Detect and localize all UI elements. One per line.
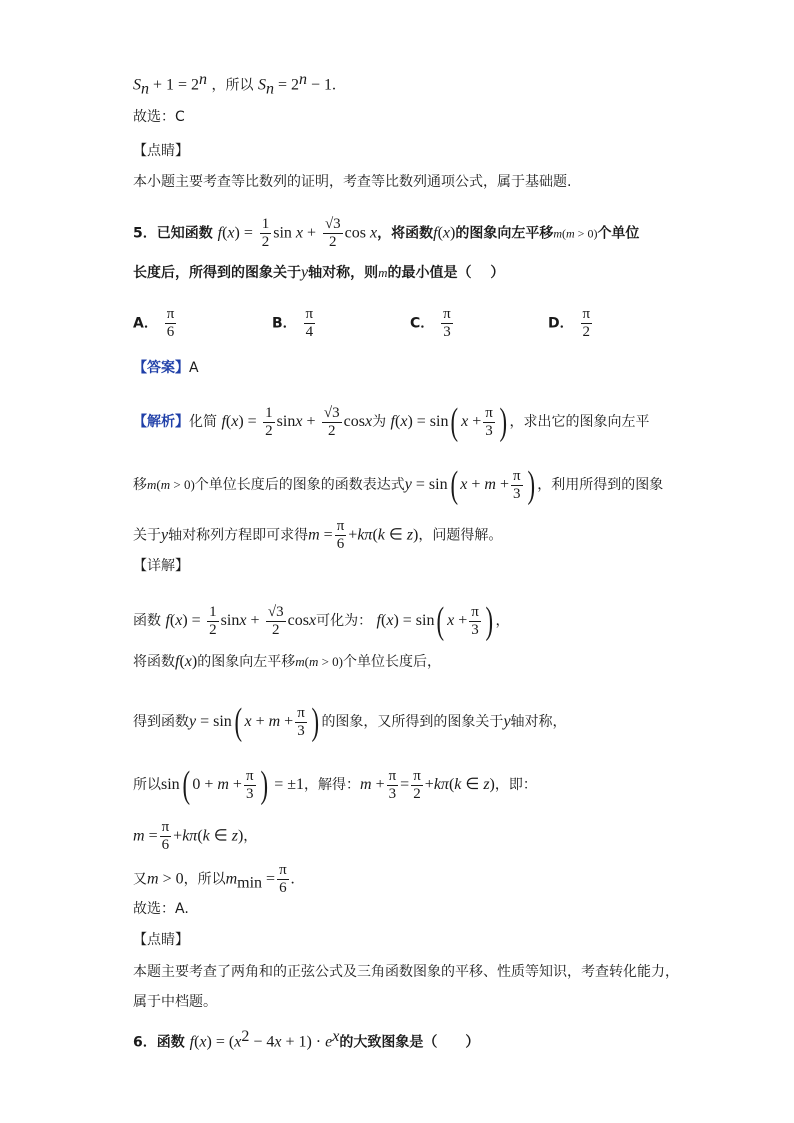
detail-1c: ， bbox=[495, 613, 510, 629]
prev-conclusion-line: $S_n + 1 = 2^n$ ，所以 $S_n = 2^n - 1$. bbox=[133, 71, 337, 98]
detail-3c: 轴对称， bbox=[510, 714, 567, 730]
analysis-2a: 移 bbox=[133, 477, 147, 493]
detail-5: ， bbox=[243, 828, 258, 845]
q5-detail-line5: m = $\frac{\pi}{6}$ +kπ(k ∈ z)， bbox=[133, 819, 258, 853]
option-b-letter: B． bbox=[272, 315, 297, 332]
option-c-letter: C． bbox=[410, 315, 435, 332]
frac-half: $\frac{1}{2}$ bbox=[261, 216, 270, 250]
detail-6b: ，所以 bbox=[183, 871, 226, 888]
q5-number: 5． bbox=[133, 225, 157, 242]
prev-dianjing-text: 本小题主要考查等比数列的证明，考查等比数列通项公式，属于基础题. bbox=[133, 174, 572, 190]
option-d[interactable] bbox=[548, 306, 594, 341]
q5-stem-2c: 的最小值是（ ） bbox=[387, 265, 505, 281]
option-b-num: π bbox=[305, 306, 314, 322]
q5-analysis-line1: 【解析】化简 f(x) = $\frac{1}{2}$ sinx + $\frac{√3}{2}$ cosx为 f(x) = sin( x + $\frac{\pi}{3}$ ) ，求出它的图象向左平 bbox=[133, 401, 650, 443]
analysis-3b: 轴对称列方程即可求得 bbox=[168, 527, 309, 544]
option-c-den: 3 bbox=[443, 324, 451, 340]
analysis-1c: ，求出它的图象向左平 bbox=[509, 414, 650, 430]
option-d-letter: D． bbox=[548, 315, 574, 332]
prev-choice: 故选：C bbox=[133, 109, 185, 125]
option-b-den: 4 bbox=[305, 324, 314, 340]
q6-number: 6． bbox=[133, 1034, 157, 1051]
detail-3a: 得到函数 bbox=[133, 714, 189, 730]
q5-choice: 故选：A. bbox=[133, 901, 189, 917]
q6-stem-b: 的大致图象是（ ） bbox=[339, 1034, 480, 1051]
detail-4b: ，解得： bbox=[304, 777, 360, 793]
q5-stem-2a: 长度后，所得到的图象关于 bbox=[133, 265, 301, 281]
option-d-num: π bbox=[582, 306, 591, 322]
q5-analysis-line2: 移m(m > 0)个单位长度后的图象的函数表达式y = sin( x + m + $\frac{\pi}{3}$ ) ，利用所得到的图象 bbox=[133, 464, 664, 506]
q5-detail-line3: 得到函数y = sin( x + m + $\frac{\pi}{3}$ ) 的图象，又所得到的图象关于y轴对称， bbox=[133, 701, 567, 743]
detail-2b: 的图象向左平移 bbox=[197, 654, 296, 670]
analysis-1b: 为 bbox=[372, 414, 387, 430]
option-d-value bbox=[581, 306, 593, 341]
q5-stem-1a: 已知函数 bbox=[156, 225, 213, 242]
q5-answer-line bbox=[133, 358, 199, 378]
answer-value: A bbox=[189, 360, 199, 376]
analysis-3c: ，问题得解。 bbox=[418, 527, 503, 544]
q6-stem: 6．函数 $f(x) = (x^2 - 4x + 1) \cdot e^x$的大致图象是（ ） bbox=[133, 1028, 480, 1051]
q6-stem-a: 函数 bbox=[156, 1034, 185, 1051]
analysis-2b: 个单位长度后的图象的函数表达式 bbox=[194, 477, 405, 493]
answer-label: 【答案】 bbox=[133, 360, 189, 376]
detail-4a: 所以 bbox=[133, 777, 161, 793]
option-b-value bbox=[304, 306, 316, 341]
q5-dianjing-line2: 属于中档题。 bbox=[133, 994, 217, 1010]
analysis-3a: 关于 bbox=[133, 527, 161, 544]
q5-analysis-line3: 关于y轴对称列方程即可求得m = $\frac{\pi}{6}$ +kπ(k ∈ z)，问题得解。 bbox=[133, 518, 503, 552]
option-b[interactable] bbox=[272, 306, 317, 341]
q5-dianjing-line1: 本题主要考查了两角和的正弦公式及三角函数图象的平移、性质等知识，考查转化能力， bbox=[133, 964, 679, 980]
q5-detail-line4: 所以sin( 0 + m + $\frac{\pi}{3}$ ) = ±1，解得：m + $\frac{\pi}{3}$ = $\frac{\pi}{2}$ +kπ(k ∈ z)，即： bbox=[133, 764, 537, 806]
frac-sqrt3-half: $\frac{√3}{2}$ bbox=[324, 216, 341, 250]
option-c-num: π bbox=[443, 306, 451, 322]
option-c[interactable] bbox=[410, 306, 455, 341]
q5-detail-line1: 函数 f(x) = $\frac{1}{2}$ sinx + $\frac{√3}{2}$ cosx可化为： f(x) = sin( x + $\frac{\pi}{3}$ ) ， bbox=[133, 600, 510, 642]
detail-1a: 函数 bbox=[133, 613, 161, 629]
q5-stem-line2: 长度后，所得到的图象关于y轴对称，则m的最小值是（ ） bbox=[133, 264, 505, 281]
q5-stem-1d: 个单位 bbox=[597, 225, 640, 242]
analysis-2c: ，利用所得到的图象 bbox=[537, 477, 664, 493]
q5-stem-1b: ，将函数 bbox=[377, 225, 434, 242]
detail-heading: 【详解】 bbox=[133, 558, 189, 574]
detail-6a: 又 bbox=[133, 871, 147, 888]
analysis-1a: 化简 bbox=[189, 414, 217, 430]
option-a-value bbox=[165, 306, 177, 341]
option-a-letter: A． bbox=[133, 315, 158, 332]
q5-dianjing-heading: 【点睛】 bbox=[133, 932, 189, 948]
q5-stem-line1: 5．已知函数 f(x) = $\frac{1}{2}$ sin x + $\frac{√3}{2}$ cos x，将函数f(x)的图象向左平移m(m > 0)个单位 bbox=[133, 216, 640, 250]
detail-3b: 的图象，又所得到的图象关于 bbox=[321, 714, 504, 730]
option-c-value bbox=[441, 306, 453, 341]
option-d-den: 2 bbox=[582, 324, 591, 340]
detail-2c: 个单位长度后， bbox=[343, 654, 442, 670]
q5-detail-line6: 又m > 0，所以$m_{min}$ = $\frac{\pi}{6}$ . bbox=[133, 862, 295, 896]
q5-stem-1c: 的图象向左平移 bbox=[455, 225, 554, 242]
q5-detail-line2: 将函数f(x)的图象向左平移m(m > 0)个单位长度后， bbox=[133, 653, 442, 670]
analysis-label: 【解析】 bbox=[133, 414, 189, 430]
q5-stem-2b: 轴对称，则 bbox=[308, 265, 379, 281]
prev-dianjing-heading: 【点睛】 bbox=[133, 143, 189, 159]
prev-conclusion-text: ，所以 bbox=[211, 77, 254, 94]
option-a-num: π bbox=[166, 306, 175, 322]
detail-2a: 将函数 bbox=[133, 654, 175, 670]
option-a[interactable] bbox=[133, 306, 178, 341]
detail-4c: ，即： bbox=[494, 777, 537, 793]
option-a-den: 6 bbox=[166, 324, 175, 340]
detail-1b: 可化为： bbox=[316, 613, 373, 629]
